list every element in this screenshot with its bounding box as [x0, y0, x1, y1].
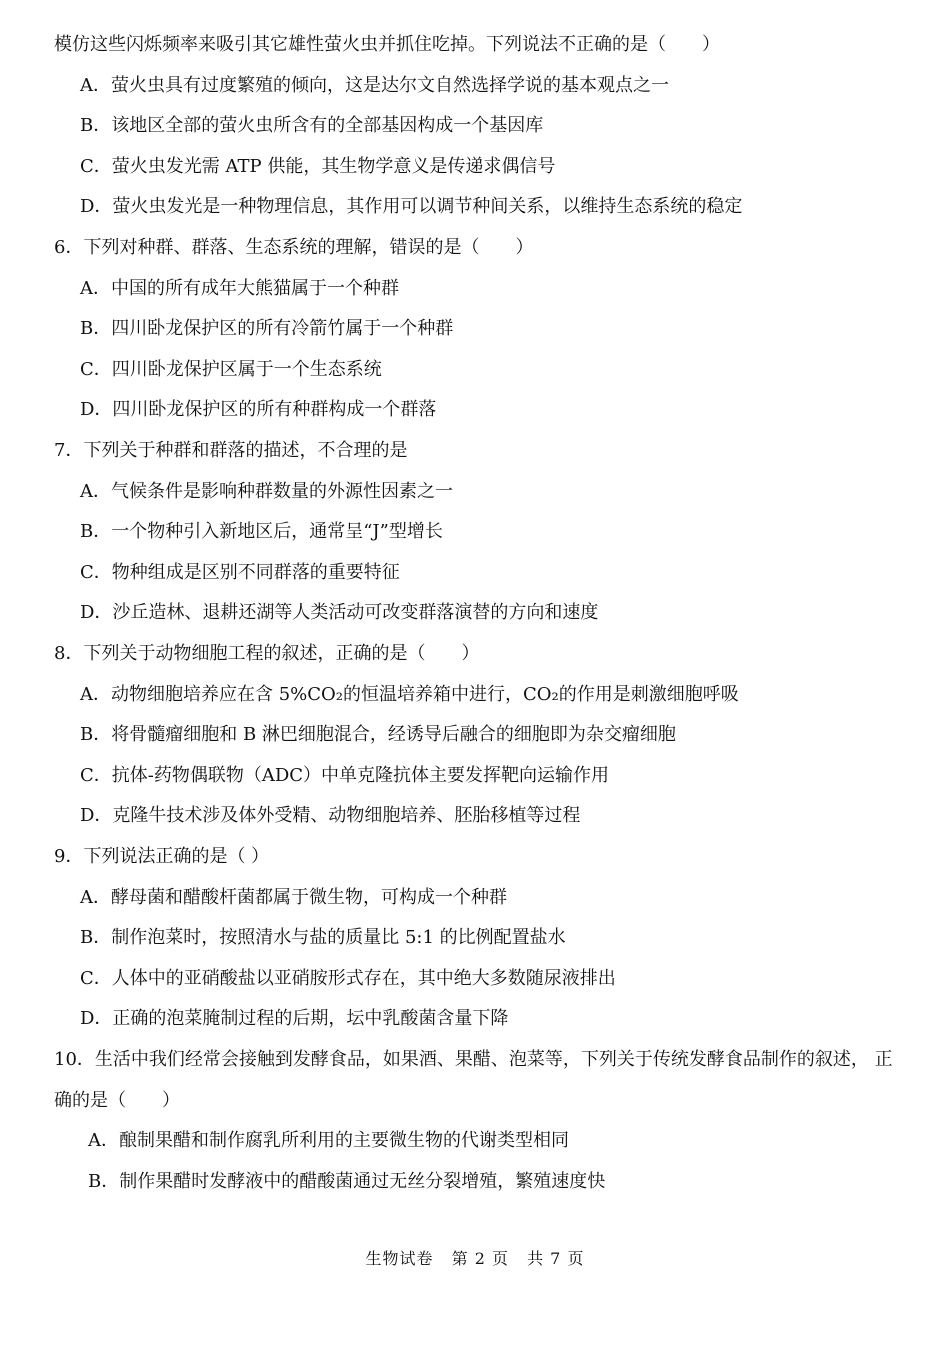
question-5-option-c: C．萤火虫发光需 ATP 供能，其生物学意义是传递求偶信号: [80, 156, 556, 177]
question-7-stem: 7．下列关于种群和群落的描述，不合理的是: [54, 440, 408, 461]
question-9-stem: 9．下列说法正确的是（ ）: [54, 846, 270, 867]
question-6-option-c: C．四川卧龙保护区属于一个生态系统: [80, 359, 382, 380]
question-9-option-a: A．酵母菌和醋酸杆菌都属于微生物，可构成一个种群: [80, 887, 507, 908]
question-6-option-a: A．中国的所有成年大熊猫属于一个种群: [80, 278, 399, 299]
question-9-option-b: B．制作泡菜时，按照清水与盐的质量比 5:1 的比例配置盐水: [80, 927, 566, 948]
question-7-option-a: A．气候条件是影响种群数量的外源性因素之一: [80, 481, 453, 502]
question-6-option-b: B．四川卧龙保护区的所有冷箭竹属于一个种群: [80, 318, 454, 339]
question-6-option-d: D．四川卧龙保护区的所有种群构成一个群落: [80, 399, 437, 420]
footer-total-pages: 共 7 页: [527, 1249, 585, 1268]
question-8-option-d: D．克隆牛技术涉及体外受精、动物细胞培养、胚胎移植等过程: [80, 805, 581, 826]
question-7-option-c: C．物种组成是区别不同群落的重要特征: [80, 562, 400, 583]
question-6-stem: 6．下列对种群、群落、生态系统的理解，错误的是（ ）: [54, 237, 534, 258]
question-10-option-a: A．酿制果醋和制作腐乳所利用的主要微生物的代谢类型相同: [88, 1130, 569, 1151]
question-8-option-c: C．抗体-药物偶联物（ADC）中单克隆抗体主要发挥靶向运输作用: [80, 765, 610, 786]
question-5-option-b: B．该地区全部的萤火虫所含有的全部基因构成一个基因库: [80, 115, 544, 136]
question-7-option-d: D．沙丘造林、退耕还湖等人类活动可改变群落演替的方向和速度: [80, 602, 599, 623]
question-10-option-b: B．制作果醋时发酵液中的醋酸菌通过无丝分裂增殖，繁殖速度快: [88, 1171, 606, 1192]
question-10-stem-line-1: 10．生活中我们经常会接触到发酵食品，如果酒、果醋、泡菜等，下列关于传统发酵食品制作的叙述， 正: [54, 1049, 893, 1070]
question-8-option-b: B．将骨髓瘤细胞和 B 淋巴细胞混合，经诱导后融合的细胞即为杂交瘤细胞: [80, 724, 676, 745]
question-5-option-d: D．萤火虫发光是一种物理信息，其作用可以调节种间关系，以维持生态系统的稳定: [80, 196, 743, 217]
question-7-option-b: B．一个物种引入新地区后，通常呈“J”型增长: [80, 521, 443, 542]
footer-page-number: 第 2 页: [451, 1249, 509, 1268]
question-8-stem: 8．下列关于动物细胞工程的叙述，正确的是（ ）: [54, 643, 480, 664]
question-5-stem-continued: 模仿这些闪烁频率来吸引其它雄性萤火虫并抓住吃掉。下列说法不正确的是（ ）: [54, 34, 720, 55]
question-5-option-a: A．萤火虫具有过度繁殖的倾向，这是达尔文自然选择学说的基本观点之一: [80, 75, 669, 96]
question-10-stem-line-2: 确的是（ ）: [54, 1090, 180, 1111]
page-footer: [0, 1248, 950, 1270]
question-9-option-d: D．正确的泡菜腌制过程的后期，坛中乳酸菌含量下降: [80, 1008, 509, 1029]
footer-subject: 生物试卷: [365, 1249, 434, 1268]
question-9-option-c: C．人体中的亚硝酸盐以亚硝胺形式存在，其中绝大多数随尿液排出: [80, 968, 616, 989]
question-8-option-a: A．动物细胞培养应在含 5%CO₂的恒温培养箱中进行，CO₂的作用是刺激细胞呼吸: [80, 684, 739, 705]
